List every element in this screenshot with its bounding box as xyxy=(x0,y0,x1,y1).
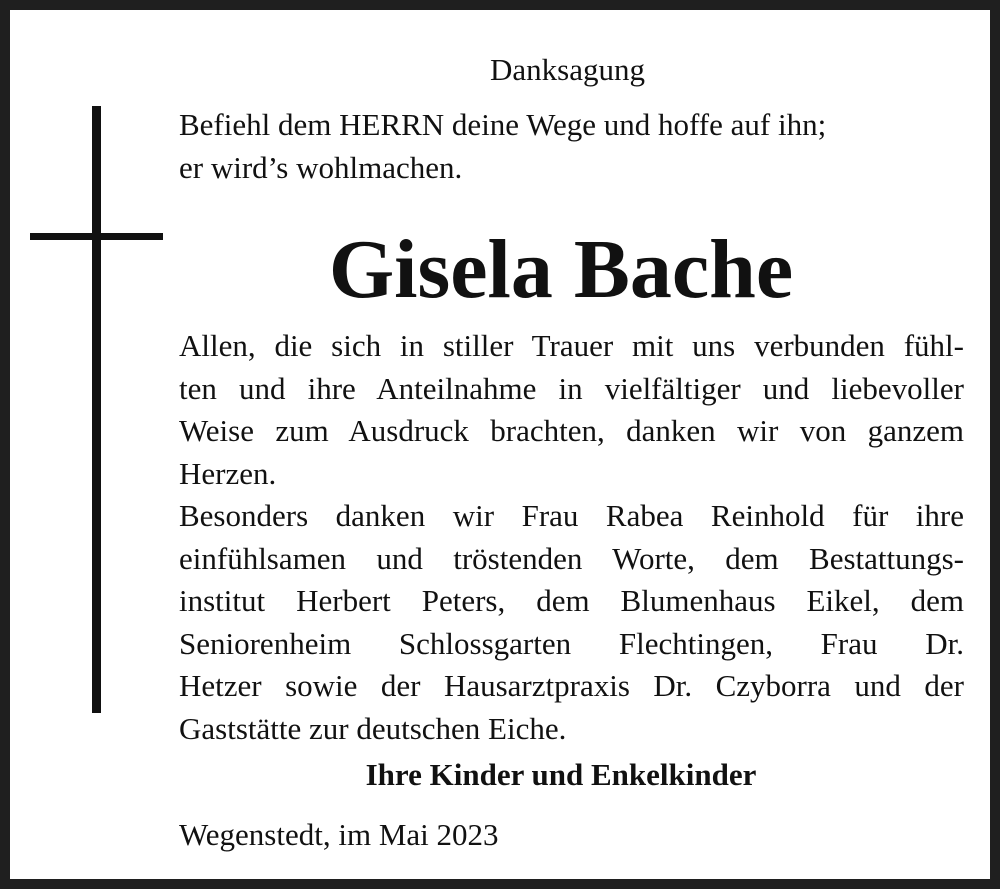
thanks-text xyxy=(179,325,964,750)
thanks-line: Herzen. xyxy=(179,455,277,491)
thanks-line: Allen, die sich in stiller Trauer mit uns verbunden fühl- xyxy=(179,328,964,363)
thanks-line: Gaststätte zur deutschen Eiche. xyxy=(179,710,567,746)
thanks-line: einfühlsamen und tröstenden Worte, dem Bestattungs- xyxy=(179,540,964,576)
place-date: Wegenstedt, im Mai 2023 xyxy=(179,817,499,852)
cross-horizontal-bar xyxy=(30,233,163,240)
thanks-line: Hetzer sowie der Hausarztpraxis Dr. Czyborra und der xyxy=(179,668,964,703)
thanks-line: Seniorenheim Schlossgarten Flechtingen, Frau Dr. xyxy=(179,625,964,661)
verse-line: er wird’s wohlmachen. xyxy=(179,150,463,185)
thanks-line: Besonders danken wir Frau Rabea Reinhold für ihre xyxy=(179,498,964,533)
cross-vertical-bar xyxy=(92,106,101,713)
thanks-line: institut Herbert Peters, dem Blumenhaus Eikel, dem xyxy=(179,583,964,618)
deceased-name: Gisela Bache xyxy=(328,223,794,316)
thanks-line: Weise zum Ausdruck brachten, danken wir von ganzem xyxy=(179,413,964,448)
signature: Ihre Kinder und Enkelkinder xyxy=(365,757,757,792)
verse-line: Befiehl dem HERRN deine Wege und hoffe auf ihn; xyxy=(179,107,827,142)
notice-heading: Danksagung xyxy=(490,52,645,87)
thanks-line: ten und ihre Anteilnahme in vielfältiger und liebevoller xyxy=(179,370,964,406)
bible-verse xyxy=(179,103,959,189)
